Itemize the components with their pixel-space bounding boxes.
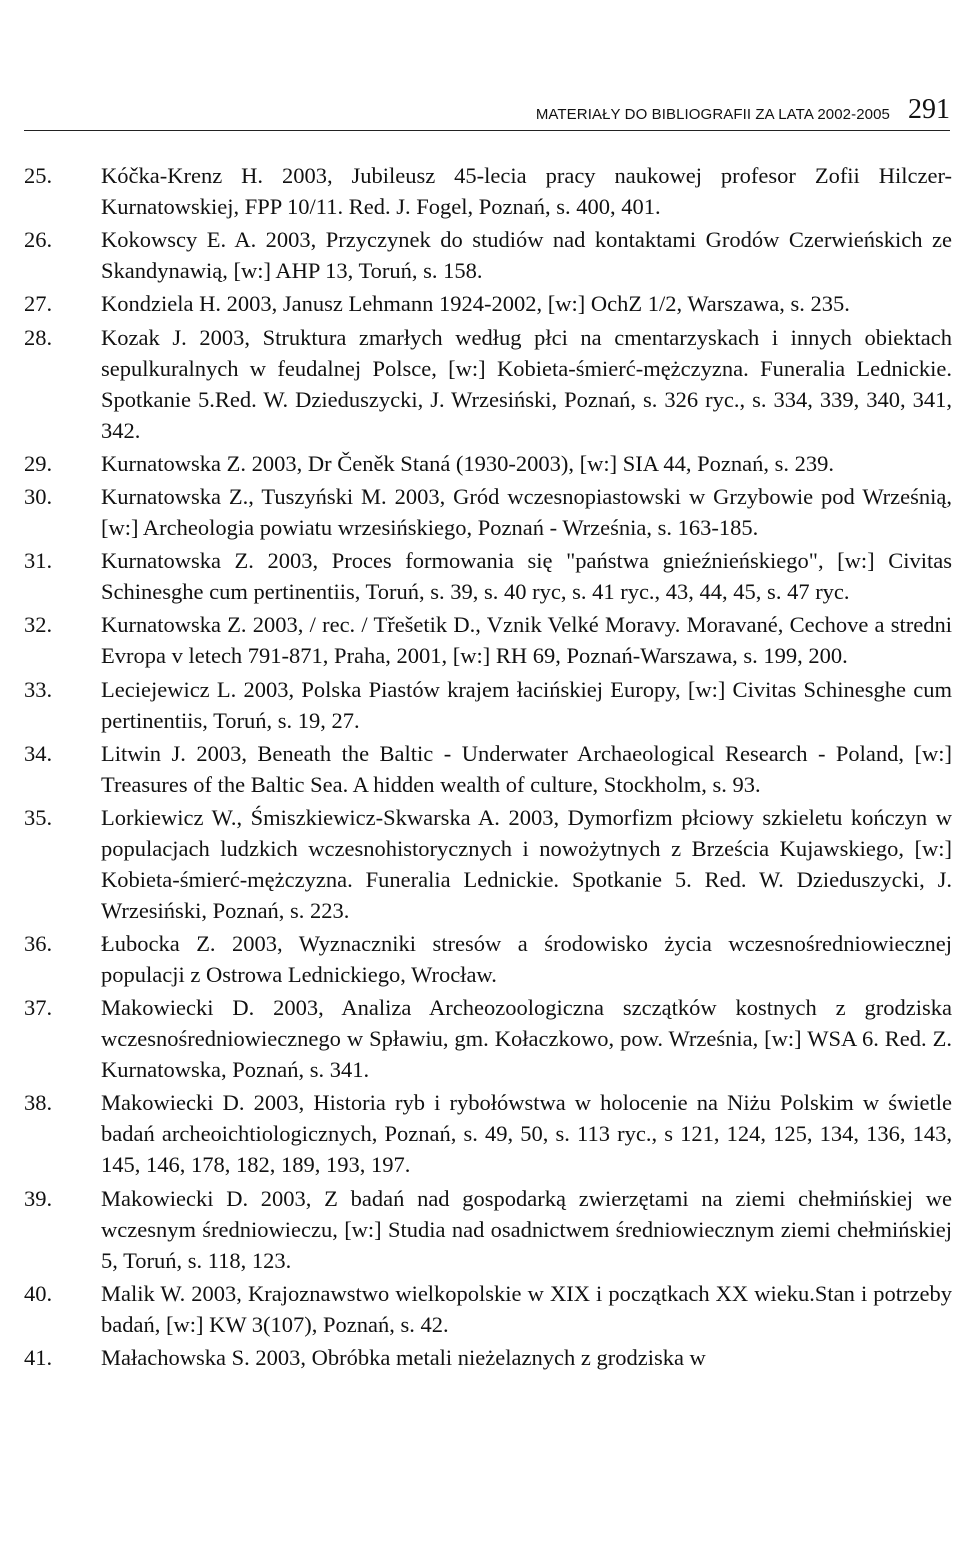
entry-number: 32. [24,612,53,638]
entry-text: Małachowska S. 2003, Obróbka metali nieżelaznych z grodziska w [101,1345,706,1370]
bibliography-entry [24,1278,952,1340]
bibliography-list [24,160,952,1375]
entry-number: 33. [24,676,53,702]
entry-text: Kurnatowska Z. 2003, Dr Čeněk Staná (1930-2003), [w:] SIA 44, Poznań, s. 239. [101,450,835,476]
entry-number: 35. [24,804,53,830]
entry-number: 34. [24,740,53,766]
bibliography-entry [24,802,952,926]
entry-text: Makowiecki D. 2003, Z badań nad gospodarką zwierzętami na ziemi chełmińskiej we wczesnym średniowieczu, [w:] Studia nad osadnictwem średniowiecznym ziemi chełmińskiej 5, Toruń, s. 118, 123. [101,1185,952,1273]
running-header [0,80,960,130]
bibliography-entry [24,160,952,222]
entry-text: Makowiecki D. 2003, Analiza Archeozoologiczna szczątków kostnych z grodziska wczesnośredniowiecznego w Spławiu, gm. Kołaczkowo, pow. Września, [w:] WSA 6. Red. Z. Kurnatowska, Poznań, s. 341. [101,995,952,1083]
header-rule [24,130,950,131]
entry-text: Kozak J. 2003, Struktura zmarłych według płci na cmentarzyskach i innych obiektach sepulkuralnych w feudalnej Polsce, [w:] Kobieta-śmierć-mężczyzna. Funeralia Lednickie. Spotkanie 5.Red. W. Dzieduszycki, J. Wrzesiński, Poznań, s. 326 ryc., s. 334, 339, 340, 341, 342. [101,324,952,443]
bibliography-entry [24,322,952,446]
bibliography-entry [24,481,952,543]
bibliography-entry [24,992,952,1085]
entry-text: Litwin J. 2003, Beneath the Baltic - Underwater Archaeological Research - Poland, [w:] Treasures of the Baltic Sea. A hidden wealth of culture, Stockholm, s. 93. [101,740,952,797]
entry-number: 30. [24,483,53,509]
entry-text: Makowiecki D. 2003, Historia ryb i rybołówstwa w holocenie na Niżu Polskim w świetle badań archeoichtiologicznych, Poznań, s. 49, 50, s. 113 ryc., s 121, 124, 125, 134, 136, 143, 145, 146, 178, 182, 189, 193, 197. [101,1090,952,1178]
bibliography-entry [24,738,952,800]
bibliography-entry [24,448,952,479]
entry-number: 27. [24,291,53,317]
entry-text: Łubocka Z. 2003, Wyznaczniki stresów a środowisko życia wczesnośredniowiecznej populacji z Ostrowa Lednickiego, Wrocław. [101,931,952,988]
bibliography-entry [24,928,952,990]
entry-number: 29. [24,450,53,476]
entry-text: Kurnatowska Z., Tuszyński M. 2003, Gród wczesnopiastowski w Grzybowie pod Wrześnią, [w:] Archeologia powiatu wrzesińskiego, Poznań - Września, s. 163-185. [101,483,952,540]
entry-text: Kurnatowska Z. 2003, / rec. / Třešetik D., Vznik Velké Moravy. Moravané, Cechove a stredni Evropa v letech 791-871, Praha, 2001, [w:] RH 69, Poznań-Warszawa, s. 199, 200. [101,612,952,669]
entry-number: 31. [24,548,53,574]
header-title: MATERIAŁY DO BIBLIOGRAFII ZA LATA 2002-2005 [535,106,890,123]
bibliography-entry [24,1087,952,1180]
entry-number: 26. [24,227,53,253]
entry-number: 38. [24,1090,53,1116]
bibliography-entry [24,609,952,671]
entry-number: 41. [24,1345,53,1370]
entry-text: Leciejewicz L. 2003, Polska Piastów krajem łacińskiej Europy, [w:] Civitas Schinesghe cum pertinentiis, Toruń, s. 19, 27. [101,676,952,733]
entry-number: 28. [24,324,53,350]
entry-text: Kurnatowska Z. 2003, Proces formowania się "państwa gnieźnieńskiego", [w:] Civitas Schinesghe cum pertinentiis, Toruń, s. 39, s. 40 ryc, s. 41 ryc., 43, 44, 45, s. 47 ryc. [101,548,952,605]
entry-text: Kóčka-Krenz H. 2003, Jubileusz 45-lecia pracy naukowej profesor Zofii Hilczer-Kurnatowskiej, FPP 10/11. Red. J. Fogel, Poznań, s. 400, 401. [101,163,952,219]
entry-number: 25. [24,163,53,188]
bibliography-entry [24,1183,952,1276]
entry-number: 40. [24,1280,53,1306]
page-number: 291 [908,94,950,125]
entry-text: Lorkiewicz W., Śmiszkiewicz-Skwarska A. 2003, Dymorfizm płciowy szkieletu kończyn w populacjach ludzkich wczesnohistorycznych i nowożytnych z Brześcia Kujawskiego, [w:] Kobieta-śmierć-mężczyzna. Funeralia Lednickie. Spotkanie 5. Red. W. Dzieduszycki, J. Wrzesiński, Poznań, s. 223. [101,804,952,923]
entry-text: Kondziela H. 2003, Janusz Lehmann 1924-2002, [w:] OchZ 1/2, Warszawa, s. 235. [101,291,850,317]
bibliography-entry [24,674,952,736]
entry-text: Malik W. 2003, Krajoznawstwo wielkopolskie w XIX i początkach XX wieku.Stan i potrzeby badań, [w:] KW 3(107), Poznań, s. 42. [101,1280,952,1337]
bibliography-entry [24,1342,952,1373]
bibliography-entry [24,224,952,286]
entry-text: Kokowscy E. A. 2003, Przyczynek do studiów nad kontaktami Grodów Czerwieńskich ze Skandynawią, [w:] AHP 13, Toruń, s. 158. [101,227,952,284]
entry-number: 36. [24,931,53,957]
bibliography-entry [24,288,952,319]
entry-number: 37. [24,995,53,1021]
entry-number: 39. [24,1185,53,1211]
bibliography-entry [24,545,952,607]
